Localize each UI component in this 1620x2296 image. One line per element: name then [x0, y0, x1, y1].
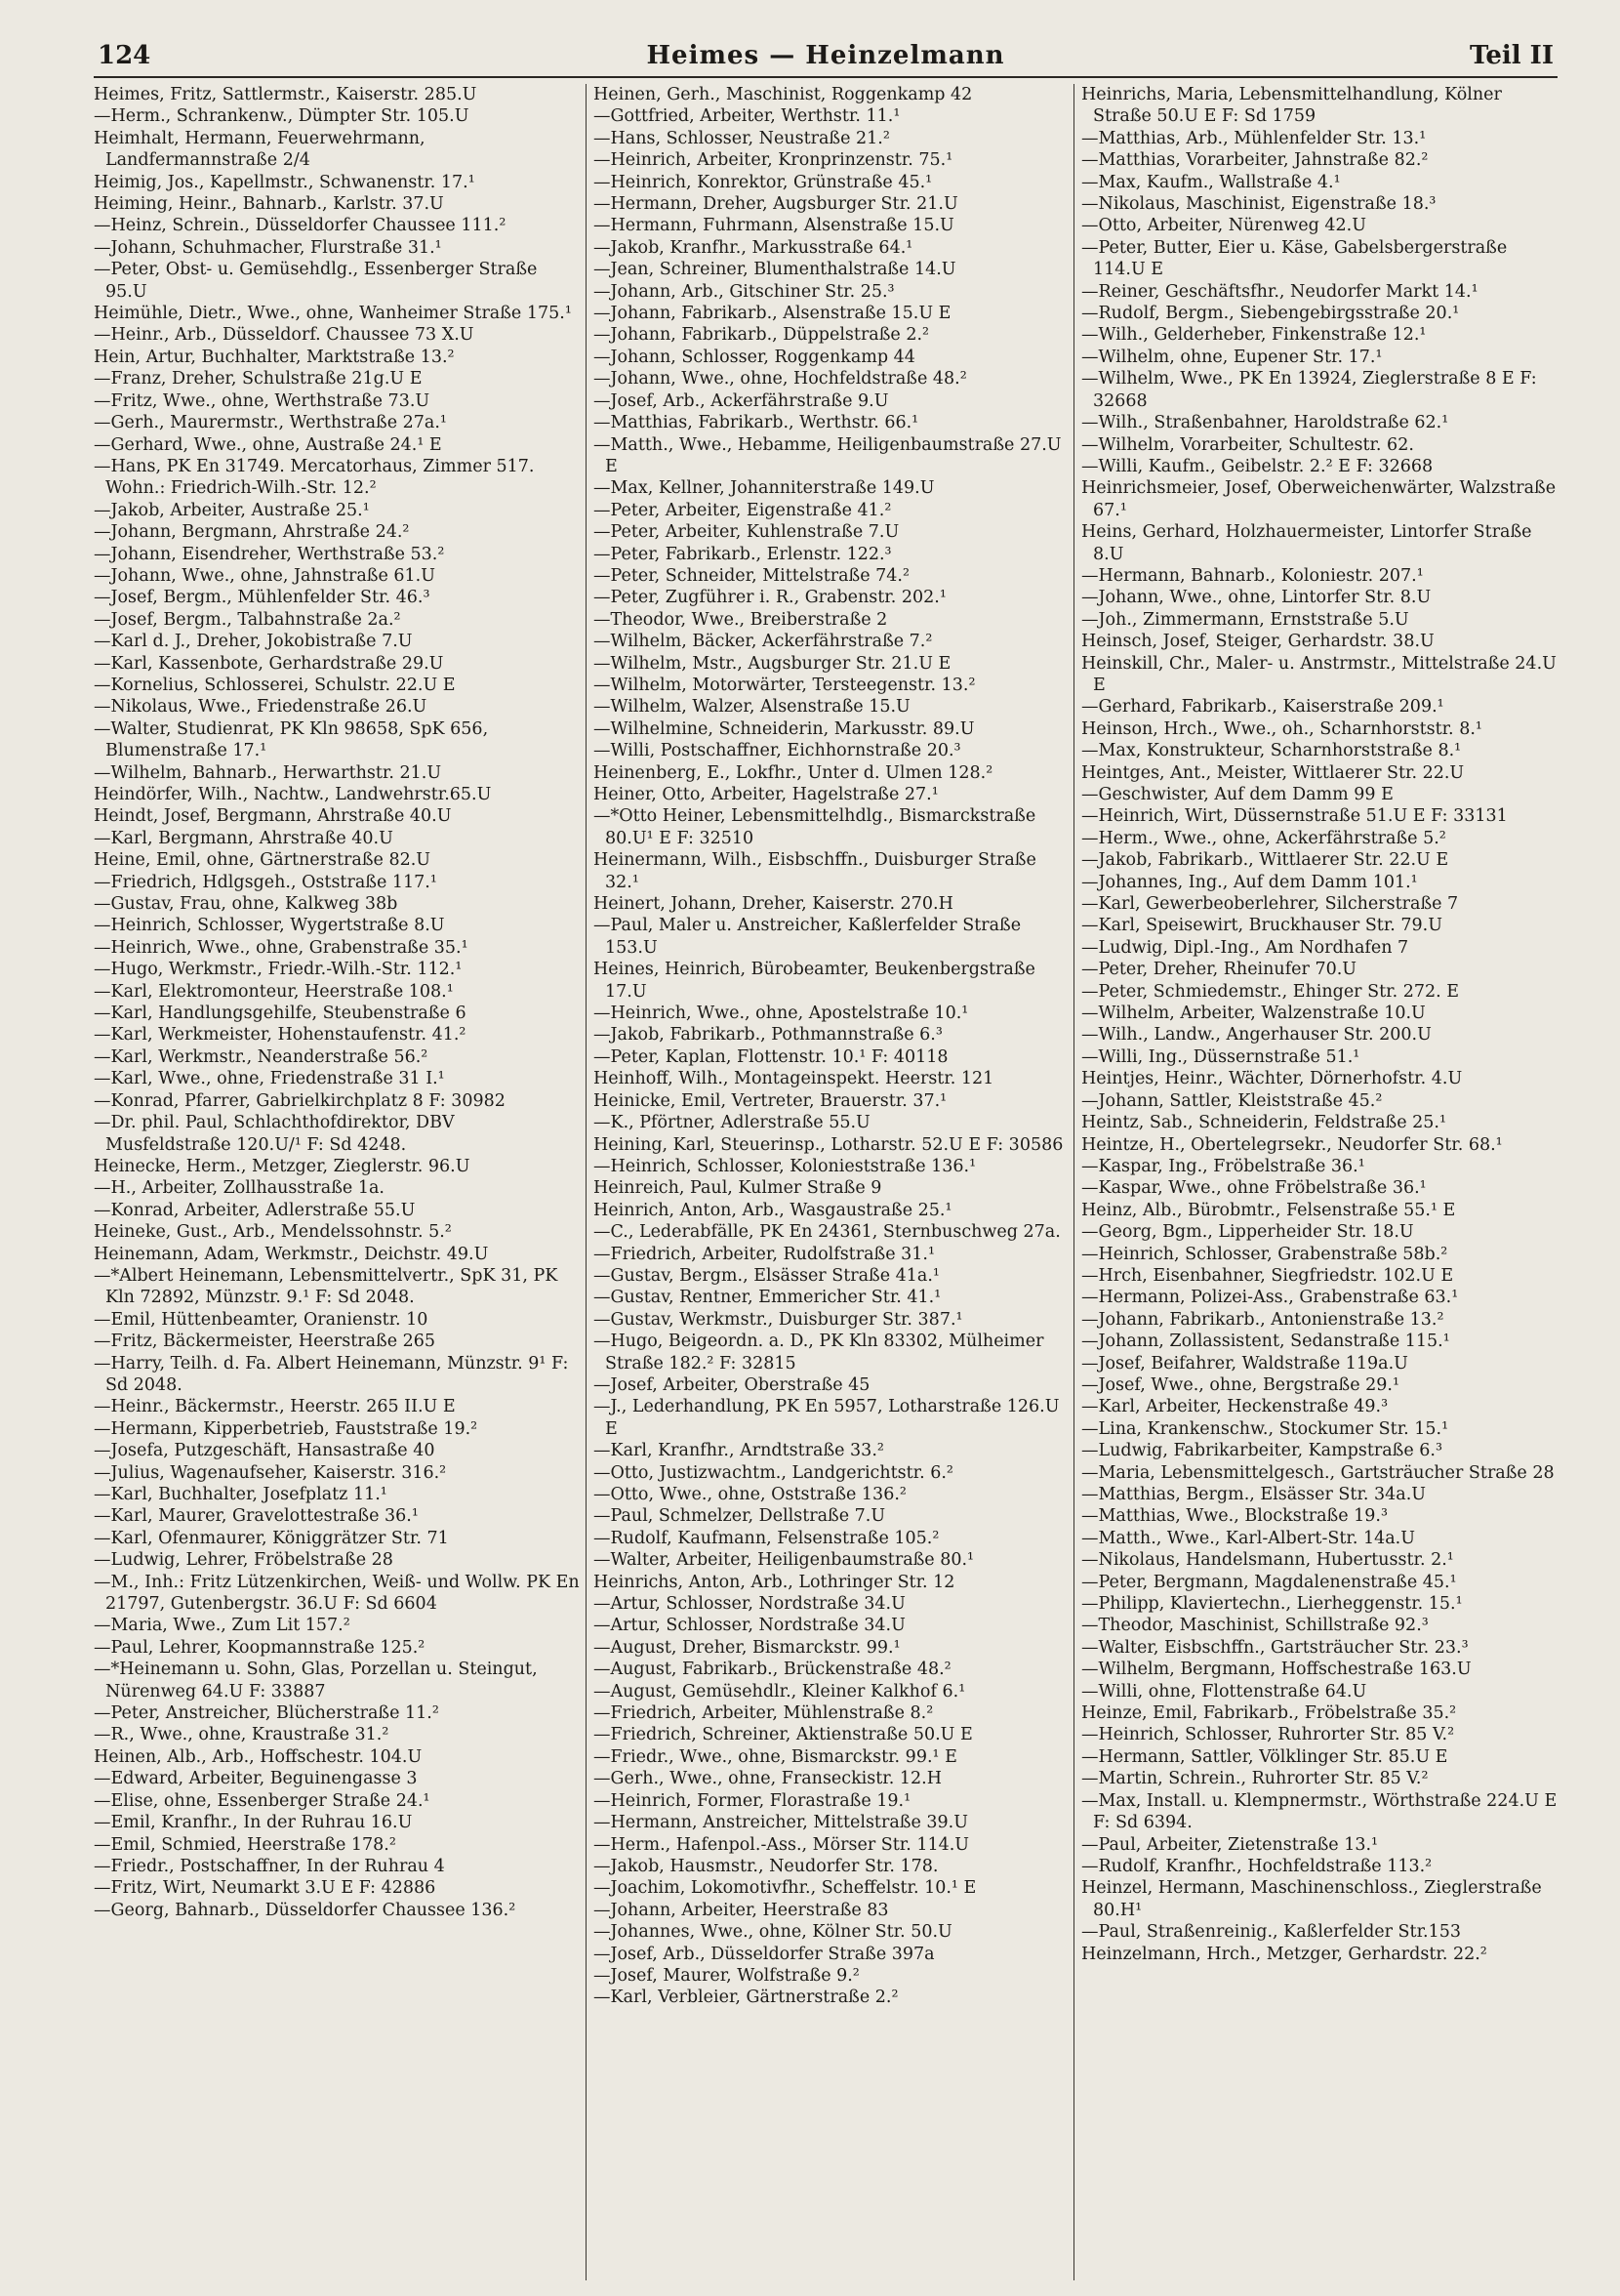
- directory-entry: Heinson, Hrch., Wwe., oh., Scharnhorststr. 8.¹: [1081, 718, 1482, 739]
- directory-entry: Heintjes, Heinr., Wächter, Dörnerhofstr. 4.U: [1081, 1069, 1463, 1089]
- directory-entry: —Willi, Kaufm., Geibelstr. 2.² E F: 32668: [1081, 456, 1434, 476]
- directory-entry: —Peter, Bergmann, Magdalenenstraße 45.¹: [1081, 1572, 1457, 1592]
- directory-entry: —Josef, Maurer, Wolfstraße 9.²: [593, 1965, 860, 1986]
- directory-entry: Heinsch, Josef, Steiger, Gerhardstr. 38.U: [1081, 632, 1435, 652]
- directory-entry: —Hans, Schlosser, Neustraße 21.²: [593, 128, 890, 148]
- directory-entry: —Josef, Bergm., Talbahnstraße 2a.²: [94, 609, 401, 630]
- directory-entry: —Wilhelm, Motorwärter, Tersteegenstr. 13.²: [593, 675, 976, 695]
- directory-entry: —Lina, Krankenschw., Stockumer Str. 15.¹: [1081, 1418, 1449, 1439]
- directory-entry: —Hugo, Werkmstr., Friedr.-Wilh.-Str. 112.¹: [94, 960, 463, 980]
- directory-entry: —Max, Kaufm., Wallstraße 4.¹: [1081, 172, 1341, 192]
- directory-entry: —Wilhelm, Arbeiter, Walzenstraße 10.U: [1081, 1004, 1426, 1024]
- directory-entry: —Johann, Arb., Gitschiner Str. 25.³: [593, 281, 895, 302]
- directory-entry: —Artur, Schlosser, Nordstraße 34.U: [593, 1594, 906, 1615]
- directory-entry: Heinrichs, Anton, Arb., Lothringer Str. 12: [593, 1572, 955, 1592]
- directory-entry: —Heinrich, Arbeiter, Kronprinzenstr. 75.¹: [593, 150, 953, 171]
- directory-entry: —Peter, Schmiedemstr., Ehinger Str. 272. E: [1081, 981, 1459, 1002]
- directory-entry: —Jean, Schreiner, Blumenthalstraße 14.U: [593, 260, 956, 280]
- directory-entry: —Josef, Bergm., Mühlenfelder Str. 46.³: [94, 588, 430, 608]
- directory-entry: —Willi, ohne, Flottenstraße 64.U: [1081, 1681, 1367, 1702]
- directory-entry: —Jakob, Hausmstr., Neudorfer Str. 178.: [593, 1856, 939, 1876]
- directory-entry: —Hermann, Dreher, Augsburger Str. 21.U: [593, 194, 958, 215]
- directory-entry: —Peter, Butter, Eier u. Käse, Gabelsbergerstraße 114.U E: [1081, 237, 1508, 280]
- directory-entry: —Paul, Arbeiter, Zietenstraße 13.¹: [1081, 1834, 1379, 1855]
- directory-entry: —Gerh., Maurermstr., Werthstraße 27a.¹: [94, 413, 447, 433]
- directory-entry: —Fritz, Bäckermeister, Heerstraße 265: [94, 1332, 436, 1352]
- directory-entry: —*Albert Heinemann, Lebensmittelvertr., SpK 31, PK Kln 72892, Münzstr. 9.¹ F: Sd 2048.: [94, 1265, 558, 1308]
- directory-entry: —Herm., Hafenpol.-Ass., Mörser Str. 114.U: [593, 1834, 970, 1855]
- directory-entry: —Johann, Schlosser, Roggenkamp 44: [593, 347, 915, 367]
- directory-entry: —Herm., Schrankenw., Dümpter Str. 105.U: [94, 106, 469, 127]
- directory-entry: —Matth., Wwe., Hebamme, Heiligenbaumstraße 27.U E: [593, 434, 1062, 476]
- directory-entry: —Wilhelm, ohne, Eupener Str. 17.¹: [1081, 347, 1383, 367]
- directory-entry: —Willi, Ing., Düssernstraße 51.¹: [1081, 1046, 1360, 1067]
- directory-entry: —Georg, Bgm., Lipperheider Str. 18.U: [1081, 1222, 1414, 1243]
- directory-entry: —Hermann, Kipperbetrieb, Fauststraße 19.²: [94, 1418, 478, 1439]
- directory-entry: —Wilhelm, Bergmann, Hoffschestraße 163.U: [1081, 1660, 1472, 1680]
- directory-entry: —Max, Install. u. Klempnermstr., Wörthstraße 224.U E F: Sd 6394.: [1081, 1790, 1558, 1833]
- page-number: 124: [98, 41, 151, 70]
- directory-entry: —*Otto Heiner, Lebensmittelhdlg., Bismarckstraße 80.U¹ E F: 32510: [593, 806, 1036, 848]
- directory-entry: —Matthias, Wwe., Blockstraße 19.³: [1081, 1506, 1389, 1527]
- directory-entry: Heiner, Otto, Arbeiter, Hagelstraße 27.¹: [593, 785, 939, 804]
- directory-entry: —Peter, Arbeiter, Eigenstraße 41.²: [593, 500, 892, 520]
- directory-entry: —Gerhard, Wwe., ohne, Austraße 24.¹ E: [94, 434, 442, 455]
- directory-entry: —Fritz, Wwe., ohne, Werthstraße 73.U: [94, 390, 430, 411]
- directory-entry: Heining, Karl, Steuerinsp., Lotharstr. 52.U E F: 30586: [593, 1134, 1064, 1155]
- column-divider: [1073, 84, 1074, 2280]
- directory-entry: —Wilh., Landw., Angerhauser Str. 200.U: [1081, 1025, 1432, 1046]
- directory-entry: —Karl, Elektromonteur, Heerstraße 108.¹: [94, 981, 454, 1002]
- directory-entry: —Heinrich, Wirt, Düssernstraße 51.U E F: 33131: [1081, 806, 1508, 827]
- directory-entry: Heimes, Fritz, Sattlermstr., Kaiserstr. 285.U: [94, 85, 477, 104]
- directory-entry: Heinemann, Adam, Werkmstr., Deichstr. 49.U: [94, 1244, 489, 1264]
- directory-entry: —Wilhelmine, Schneiderin, Markusstr. 89.U: [593, 718, 975, 739]
- directory-entry: Hein, Artur, Buchhalter, Marktstraße 13.²: [94, 347, 455, 367]
- directory-entry: Heinreich, Paul, Kulmer Straße 9: [593, 1178, 882, 1199]
- directory-entry: Heindt, Josef, Bergmann, Ahrstraße 40.U: [94, 806, 452, 827]
- directory-entry: —Dr. phil. Paul, Schlachthofdirektor, DBV Musfeldstraße 120.U/¹ F: Sd 4248.: [94, 1113, 455, 1155]
- directory-entry: —Friedr., Wwe., ohne, Bismarckstr. 99.¹ E: [593, 1746, 957, 1767]
- directory-entry: —Johann, Wwe., ohne, Lintorfer Str. 8.U: [1081, 588, 1432, 608]
- directory-entry: —Ludwig, Dipl.-Ing., Am Nordhafen 7: [1081, 937, 1409, 958]
- directory-entry: —Friedr., Postschaffner, In der Ruhrau 4: [94, 1856, 445, 1876]
- directory-entry: —Ludwig, Lehrer, Fröbelstraße 28: [94, 1550, 393, 1571]
- directory-entry: —J., Lederhandlung, PK En 5957, Lotharstraße 126.U E: [593, 1397, 1060, 1439]
- column-middle: [593, 84, 1070, 2280]
- directory-entry: Heinermann, Wilh., Eisbschffn., Duisburger Straße 32.¹: [593, 850, 1036, 892]
- directory-entry: Heinert, Johann, Dreher, Kaiserstr. 270.H: [593, 894, 953, 915]
- directory-entry: —Karl, Kranfhr., Arndtstraße 33.²: [593, 1441, 884, 1461]
- directory-entry: Heintges, Ant., Meister, Wittlaerer Str. 22.U: [1081, 762, 1465, 783]
- directory-entry: Heintz, Sab., Schneiderin, Feldstraße 25.¹: [1081, 1113, 1446, 1133]
- directory-entry: —Peter, Zugführer i. R., Grabenstr. 202.¹: [593, 588, 947, 608]
- directory-entry: Heinen, Alb., Arb., Hoffschestr. 104.U: [94, 1746, 423, 1767]
- directory-entry: —Peter, Fabrikarb., Erlenstr. 122.³: [593, 544, 892, 564]
- directory-entry: —Wilhelm, Walzer, Alsenstraße 15.U: [593, 697, 911, 718]
- directory-entry: —Karl, Handlungsgehilfe, Steubenstraße 6: [94, 1004, 466, 1024]
- directory-entry: —Franz, Dreher, Schulstraße 21g.U E: [94, 369, 423, 390]
- directory-entry: Heimig, Jos., Kapellmstr., Schwanenstr. 17.¹: [94, 172, 475, 192]
- directory-entry: —Joh., Zimmermann, Ernststraße 5.U: [1081, 609, 1409, 630]
- directory-entry: —Karl, Bergmann, Ahrstraße 40.U: [94, 828, 393, 848]
- directory-entry: —Gerh., Wwe., ohne, Franseckistr. 12.H: [593, 1769, 942, 1789]
- directory-entry: —Gustav, Frau, ohne, Kalkweg 38b: [94, 894, 398, 915]
- directory-entry: —Walter, Eisbschffn., Gartsträucher Str. 23.³: [1081, 1637, 1469, 1658]
- directory-entry: —Johann, Zollassistent, Sedanstraße 115.¹: [1081, 1332, 1450, 1352]
- directory-entry: —Georg, Bahnarb., Düsseldorfer Chaussee 136.²: [94, 1900, 516, 1920]
- directory-entry: —Karl, Kassenbote, Gerhardstraße 29.U: [94, 653, 444, 674]
- directory-entry: Heinenberg, E., Lokfhr., Unter d. Ulmen 128.²: [593, 762, 993, 783]
- directory-entry: —Friedrich, Arbeiter, Rudolfstraße 31.¹: [593, 1244, 935, 1264]
- directory-entry: —Theodor, Maschinist, Schillstraße 92.³: [1081, 1616, 1429, 1636]
- directory-entry: —Josef, Beifahrer, Waldstraße 119a.U: [1081, 1353, 1408, 1374]
- directory-entry: —Heinr., Arb., Düsseldorf. Chaussee 73 X.U: [94, 325, 474, 346]
- directory-entry: —Konrad, Arbeiter, Adlerstraße 55.U: [94, 1200, 416, 1220]
- directory-entry: Heinhoff, Wilh., Montageinspekt. Heerstr. 121: [593, 1069, 994, 1089]
- directory-entry: —Hrch, Eisenbahner, Siegfriedstr. 102.U E: [1081, 1265, 1454, 1286]
- directory-entry: —August, Dreher, Bismarckstr. 99.¹: [593, 1637, 901, 1658]
- directory-entry: —Josef, Wwe., ohne, Bergstraße 29.¹: [1081, 1374, 1399, 1395]
- directory-entry: —Emil, Hüttenbeamter, Oranienstr. 10: [94, 1309, 428, 1330]
- directory-entry: —Johann, Eisendreher, Werthstraße 53.²: [94, 544, 445, 564]
- directory-entry: —Nikolaus, Wwe., Friedenstraße 26.U: [94, 697, 427, 718]
- directory-entry: —Ludwig, Fabrikarbeiter, Kampstraße 6.³: [1081, 1441, 1443, 1461]
- directory-entry: Heinrich, Anton, Arb., Wasgaustraße 25.¹: [593, 1200, 952, 1220]
- directory-entry: —Kornelius, Schlosserei, Schulstr. 22.U E: [94, 675, 456, 695]
- directory-entry: —Hermann, Anstreicher, Mittelstraße 39.U: [593, 1813, 968, 1833]
- directory-entry: —Karl, Ofenmaurer, Königgrätzer Str. 71: [94, 1528, 449, 1548]
- directory-entry: —Wilh., Gelderheber, Finkenstraße 12.¹: [1081, 325, 1427, 346]
- directory-entry: —Nikolaus, Maschinist, Eigenstraße 18.³: [1081, 194, 1437, 215]
- directory-entry: —Friedrich, Arbeiter, Mühlenstraße 8.²: [593, 1703, 934, 1724]
- directory-entry: —*Heinemann u. Sohn, Glas, Porzellan u. Steingut, Nürenweg 64.U F: 33887: [94, 1660, 538, 1702]
- directory-entry: —Karl, Verbleier, Gärtnerstraße 2.²: [593, 1988, 899, 2008]
- directory-entry: —Peter, Kaplan, Flottenstr. 10.¹ F: 40118: [593, 1046, 949, 1067]
- directory-entry: —Karl, Arbeiter, Heckenstraße 49.³: [1081, 1397, 1389, 1417]
- directory-entry: —Wilhelm, Bahnarb., Herwarthstr. 21.U: [94, 762, 442, 783]
- directory-entry: Heinecke, Herm., Metzger, Zieglerstr. 96.U: [94, 1156, 470, 1176]
- directory-entry: —Heinrich, Schlosser, Kolonieststraße 136.¹: [593, 1156, 977, 1176]
- directory-entry: —Karl, Buchhalter, Josefplatz 11.¹: [94, 1485, 387, 1504]
- directory-entry: —Friedrich, Hdlgsgeh., Oststraße 117.¹: [94, 872, 437, 892]
- directory-entry: —M., Inh.: Fritz Lützenkirchen, Weiß- und Wollw. PK En 21797, Gutenbergstr. 36.U F: Sd 6604: [94, 1572, 580, 1615]
- directory-entry: —Heinr., Bäckermstr., Heerstr. 265 II.U E: [94, 1397, 456, 1417]
- directory-entry: —Johann, Wwe., ohne, Hochfeldstraße 48.²: [593, 369, 967, 390]
- directory-entry: —Willi, Postschaffner, Eichhornstraße 20.³: [593, 741, 961, 761]
- part-label: Teil II: [1469, 41, 1554, 70]
- page-title: Heimes — Heinzelmann: [646, 41, 1005, 70]
- directory-entry: —Peter, Dreher, Rheinufer 70.U: [1081, 960, 1357, 980]
- page-header: [94, 37, 1558, 78]
- directory-entry: —Paul, Maler u. Anstreicher, Kaßlerfelder Straße 153.U: [593, 916, 1022, 958]
- directory-entry: —Wilhelm, Mstr., Augsburger Str. 21.U E: [593, 653, 952, 674]
- directory-entry: —Jakob, Arbeiter, Austraße 25.¹: [94, 500, 370, 520]
- directory-entry: —Hermann, Fuhrmann, Alsenstraße 15.U: [593, 216, 954, 236]
- directory-entry: —Josef, Arb., Ackerfährstraße 9.U: [593, 390, 889, 411]
- directory-entry: —Hermann, Sattler, Völklinger Str. 85.U E: [1081, 1746, 1448, 1767]
- directory-entry: —Artur, Schlosser, Nordstraße 34.U: [593, 1616, 906, 1636]
- directory-entry: —Geschwister, Auf dem Damm 99 E: [1081, 785, 1394, 804]
- directory-entry: —Paul, Straßenreinig., Kaßlerfelder Str.153: [1081, 1922, 1461, 1943]
- directory-entry: —Kaspar, Wwe., ohne Fröbelstraße 36.¹: [1081, 1178, 1427, 1199]
- directory-entry: —Nikolaus, Handelsmann, Hubertusstr. 2.¹: [1081, 1550, 1454, 1571]
- directory-entry: Heimhalt, Hermann, Feuerwehrmann, Landfermannstraße 2/4: [94, 128, 425, 171]
- directory-entry: —Heinz, Schrein., Düsseldorfer Chaussee 111.²: [94, 216, 506, 236]
- directory-entry: —Kaspar, Ing., Fröbelstraße 36.¹: [1081, 1156, 1365, 1176]
- directory-entry: —Matthias, Vorarbeiter, Jahnstraße 82.²: [1081, 150, 1429, 171]
- directory-entry: —K., Pförtner, Adlerstraße 55.U: [593, 1113, 871, 1133]
- directory-entry: —Gustav, Werkmstr., Duisburger Str. 387.¹: [593, 1309, 963, 1330]
- directory-entry: Heines, Heinrich, Bürobeamter, Beukenbergstraße 17.U: [593, 960, 1035, 1002]
- directory-entry: —Karl, Werkmstr., Neanderstraße 56.²: [94, 1046, 428, 1067]
- directory-entry: —Otto, Arbeiter, Nürenweg 42.U: [1081, 216, 1366, 236]
- directory-entry: —Matth., Wwe., Karl-Albert-Str. 14a.U: [1081, 1528, 1415, 1548]
- directory-entry: Heineke, Gust., Arb., Mendelssohnstr. 5.²: [94, 1222, 452, 1243]
- directory-entry: —Karl, Speisewirt, Bruckhauser Str. 79.U: [1081, 916, 1442, 936]
- directory-entry: —Julius, Wagenaufseher, Kaiserstr. 316.²: [94, 1462, 447, 1483]
- directory-entry: —Friedrich, Schreiner, Aktienstraße 50.U E: [593, 1725, 973, 1745]
- directory-columns: [94, 84, 1558, 2280]
- directory-entry: —Josef, Arbeiter, Oberstraße 45: [593, 1374, 871, 1395]
- directory-entry: —Jakob, Kranfhr., Markusstraße 64.¹: [593, 237, 913, 258]
- directory-entry: —Johann, Bergmann, Ahrstraße 24.²: [94, 522, 410, 543]
- directory-entry: —Matthias, Arb., Mühlenfelder Str. 13.¹: [1081, 128, 1427, 148]
- directory-entry: —Wilhelm, Bäcker, Ackerfährstraße 7.²: [593, 632, 933, 652]
- directory-entry: —Johann, Fabrikarb., Alsenstraße 15.U E: [593, 304, 952, 324]
- directory-entry: —Rudolf, Bergm., Siebengebirgsstraße 20.¹: [1081, 304, 1460, 324]
- column-divider: [586, 84, 587, 2280]
- directory-entry: —Konrad, Pfarrer, Gabrielkirchplatz 8 F: 30982: [94, 1090, 506, 1111]
- directory-entry: —Reiner, Geschäftsfhr., Neudorfer Markt 14.¹: [1081, 281, 1478, 302]
- directory-entry: —Wilhelm, Vorarbeiter, Schultestr. 62.: [1081, 434, 1414, 455]
- directory-entry: —Elise, ohne, Essenberger Straße 24.¹: [94, 1790, 430, 1811]
- directory-entry: —August, Gemüsehdlr., Kleiner Kalkhof 6.¹: [593, 1681, 966, 1702]
- column-left: [94, 84, 582, 2280]
- directory-entry: —Joachim, Lokomotivfhr., Scheffelstr. 10.¹ E: [593, 1878, 977, 1899]
- directory-entry: —Jakob, Fabrikarb., Pothmannstraße 6.³: [593, 1025, 943, 1046]
- directory-entry: —Jakob, Fabrikarb., Wittlaerer Str. 22.U E: [1081, 850, 1449, 871]
- directory-entry: —Walter, Studienrat, PK Kln 98658, SpK 656, Blumenstraße 17.¹: [94, 718, 489, 761]
- directory-entry: —H., Arbeiter, Zollhausstraße 1a.: [94, 1178, 385, 1199]
- directory-entry: Heindörfer, Wilh., Nachtw., Landwehrstr.65.U: [94, 785, 492, 804]
- directory-entry: —Rudolf, Kranfhr., Hochfeldstraße 113.²: [1081, 1856, 1433, 1876]
- directory-entry: —Gottfried, Arbeiter, Werthstr. 11.¹: [593, 106, 901, 127]
- directory-entry: —Karl, Gewerbeoberlehrer, Silcherstraße 7: [1081, 894, 1459, 915]
- directory-entry: —Hermann, Bahnarb., Koloniestr. 207.¹: [1081, 565, 1424, 586]
- directory-entry: —Herm., Wwe., ohne, Ackerfährstraße 5.²: [1081, 828, 1446, 848]
- directory-entry: —Johannes, Wwe., ohne, Kölner Str. 50.U: [593, 1922, 952, 1943]
- directory-entry: —Edward, Arbeiter, Beguinengasse 3: [94, 1769, 418, 1789]
- directory-entry: —Rudolf, Kaufmann, Felsenstraße 105.²: [593, 1528, 940, 1548]
- directory-entry: —Johann, Arbeiter, Heerstraße 83: [593, 1900, 889, 1920]
- directory-entry: —Josefa, Putzgeschäft, Hansastraße 40: [94, 1441, 435, 1461]
- directory-entry: —Emil, Kranfhr., In der Ruhrau 16.U: [94, 1813, 413, 1833]
- directory-entry: —Philipp, Klaviertechn., Lierheggenstr. 15.¹: [1081, 1594, 1463, 1615]
- directory-entry: —Theodor, Wwe., Breiberstraße 2: [593, 609, 888, 630]
- directory-entry: —Josef, Arb., Düsseldorfer Straße 397a: [593, 1944, 935, 1964]
- directory-entry: Heins, Gerhard, Holzhauermeister, Lintorfer Straße 8.U: [1081, 522, 1532, 564]
- directory-entry: —Johann, Fabrikarb., Düppelstraße 2.²: [593, 325, 930, 346]
- directory-entry: —Johann, Schuhmacher, Flurstraße 31.¹: [94, 237, 442, 258]
- directory-entry: Heinz, Alb., Bürobmtr., Felsenstraße 55.¹ E: [1081, 1200, 1456, 1220]
- directory-entry: Heiming, Heinr., Bahnarb., Karlstr. 37.U: [94, 194, 444, 215]
- directory-entry: —Johann, Wwe., ohne, Jahnstraße 61.U: [94, 565, 435, 586]
- directory-entry: —Karl, Wwe., ohne, Friedenstraße 31 I.¹: [94, 1069, 445, 1089]
- directory-entry: Heinrichs, Maria, Lebensmittelhandlung, Kölner Straße 50.U E F: Sd 1759: [1081, 85, 1502, 127]
- directory-entry: Heine, Emil, ohne, Gärtnerstraße 82.U: [94, 850, 431, 871]
- directory-entry: Heimühle, Dietr., Wwe., ohne, Wanheimer Straße 175.¹: [94, 304, 572, 324]
- directory-entry: Heinze, Emil, Fabrikarb., Fröbelstraße 35.²: [1081, 1703, 1457, 1724]
- directory-entry: —Johannes, Ing., Auf dem Damm 101.¹: [1081, 872, 1418, 892]
- directory-entry: —Max, Konstrukteur, Scharnhorststraße 8.¹: [1081, 741, 1462, 761]
- directory-entry: —Heinrich, Wwe., ohne, Apostelstraße 10.¹: [593, 1004, 969, 1024]
- directory-entry: Heinen, Gerh., Maschinist, Roggenkamp 42: [593, 85, 973, 104]
- directory-entry: —R., Wwe., ohne, Kraustraße 31.²: [94, 1725, 389, 1745]
- directory-entry: Heinskill, Chr., Maler- u. Anstrmstr., Mittelstraße 24.U E: [1081, 653, 1557, 695]
- directory-entry: —Emil, Schmied, Heerstraße 178.²: [94, 1834, 396, 1855]
- directory-entry: —Heinrich, Schlosser, Ruhrorter Str. 85 V.²: [1081, 1725, 1455, 1745]
- directory-entry: —Heinrich, Konrektor, Grünstraße 45.¹: [593, 172, 933, 192]
- directory-entry: —Peter, Schneider, Mittelstraße 74.²: [593, 565, 911, 586]
- directory-entry: —Martin, Schrein., Ruhrorter Str. 85 V.²: [1081, 1769, 1429, 1789]
- directory-entry: —Johann, Sattler, Kleiststraße 45.²: [1081, 1090, 1383, 1111]
- directory-entry: —Hans, PK En 31749. Mercatorhaus, Zimmer 517. Wohn.: Friedrich-Wilh.-Str. 12.²: [94, 456, 535, 499]
- directory-entry: —Heinrich, Former, Florastraße 19.¹: [593, 1790, 911, 1811]
- directory-entry: —Maria, Lebensmittelgesch., Gartsträucher Straße 28: [1081, 1462, 1555, 1483]
- directory-entry: —Maria, Wwe., Zum Lit 157.²: [94, 1616, 350, 1636]
- directory-entry: —Hermann, Polizei-Ass., Grabenstraße 63.¹: [1081, 1288, 1459, 1308]
- directory-entry: —Heinrich, Schlosser, Wygertstraße 8.U: [94, 916, 445, 936]
- directory-entry: —Karl, Werkmeister, Hohenstaufenstr. 41.²: [94, 1025, 466, 1046]
- directory-entry: —Peter, Obst- u. Gemüsehdlg., Essenberger Straße 95.U: [94, 260, 538, 302]
- directory-entry: —C., Lederabfälle, PK En 24361, Sternbuschweg 27a.: [593, 1222, 1061, 1243]
- directory-entry: —Hugo, Beigeordn. a. D., PK Kln 83302, Mülheimer Straße 182.² F: 32815: [593, 1332, 1044, 1374]
- directory-entry: —Harry, Teilh. d. Fa. Albert Heinemann, Münzstr. 9¹ F: Sd 2048.: [94, 1353, 569, 1395]
- directory-entry: —Otto, Justizwachtm., Landgerichtstr. 6.²: [593, 1462, 953, 1483]
- directory-entry: —Paul, Schmelzer, Dellstraße 7.U: [593, 1506, 886, 1527]
- directory-entry: —Max, Kellner, Johanniterstraße 149.U: [593, 478, 935, 499]
- directory-entry: Heinicke, Emil, Vertreter, Brauerstr. 37.¹: [593, 1090, 948, 1111]
- directory-entry: —Matthias, Bergm., Elsässer Str. 34a.U: [1081, 1485, 1427, 1504]
- directory-entry: —Peter, Anstreicher, Blücherstraße 11.²: [94, 1703, 439, 1724]
- directory-entry: —Otto, Wwe., ohne, Oststraße 136.²: [593, 1485, 907, 1504]
- directory-entry: —Wilhelm, Wwe., PK En 13924, Zieglerstraße 8 E F: 32668: [1081, 369, 1537, 411]
- directory-entry: —Heinrich, Schlosser, Grabenstraße 58b.²: [1081, 1244, 1448, 1264]
- directory-entry: —Karl d. J., Dreher, Jokobistraße 7.U: [94, 632, 413, 652]
- directory-entry: —Paul, Lehrer, Koopmannstraße 125.²: [94, 1637, 425, 1658]
- directory-entry: —Matthias, Fabrikarb., Werthstr. 66.¹: [593, 413, 919, 433]
- directory-entry: —Heinrich, Wwe., ohne, Grabenstraße 35.¹: [94, 937, 468, 958]
- directory-entry: —Gustav, Rentner, Emmericher Str. 41.¹: [593, 1288, 942, 1308]
- directory-entry: —Karl, Maurer, Gravelottestraße 36.¹: [94, 1506, 419, 1527]
- directory-entry: Heinzelmann, Hrch., Metzger, Gerhardstr. 22.²: [1081, 1944, 1487, 1964]
- column-right: [1081, 84, 1558, 2280]
- directory-entry: Heinrichsmeier, Josef, Oberweichenwärter, Walzstraße 67.¹: [1081, 478, 1557, 520]
- directory-entry: —August, Fabrikarb., Brückenstraße 48.²: [593, 1660, 952, 1680]
- directory-entry: Heintze, H., Obertelegrsekr., Neudorfer Str. 68.¹: [1081, 1134, 1503, 1155]
- directory-entry: —Walter, Arbeiter, Heiligenbaumstraße 80.¹: [593, 1550, 975, 1571]
- directory-entry: —Fritz, Wirt, Neumarkt 3.U E F: 42886: [94, 1878, 436, 1899]
- directory-entry: —Johann, Fabrikarb., Antonienstraße 13.²: [1081, 1309, 1444, 1330]
- directory-entry: —Gustav, Bergm., Elsässer Straße 41a.¹: [593, 1265, 940, 1286]
- directory-entry: Heinzel, Hermann, Maschinenschloss., Zieglerstraße 80.H¹: [1081, 1878, 1542, 1920]
- directory-entry: —Peter, Arbeiter, Kuhlenstraße 7.U: [593, 522, 900, 543]
- directory-entry: —Wilh., Straßenbahner, Haroldstraße 62.¹: [1081, 413, 1449, 433]
- directory-entry: —Gerhard, Fabrikarb., Kaiserstraße 209.¹: [1081, 697, 1444, 718]
